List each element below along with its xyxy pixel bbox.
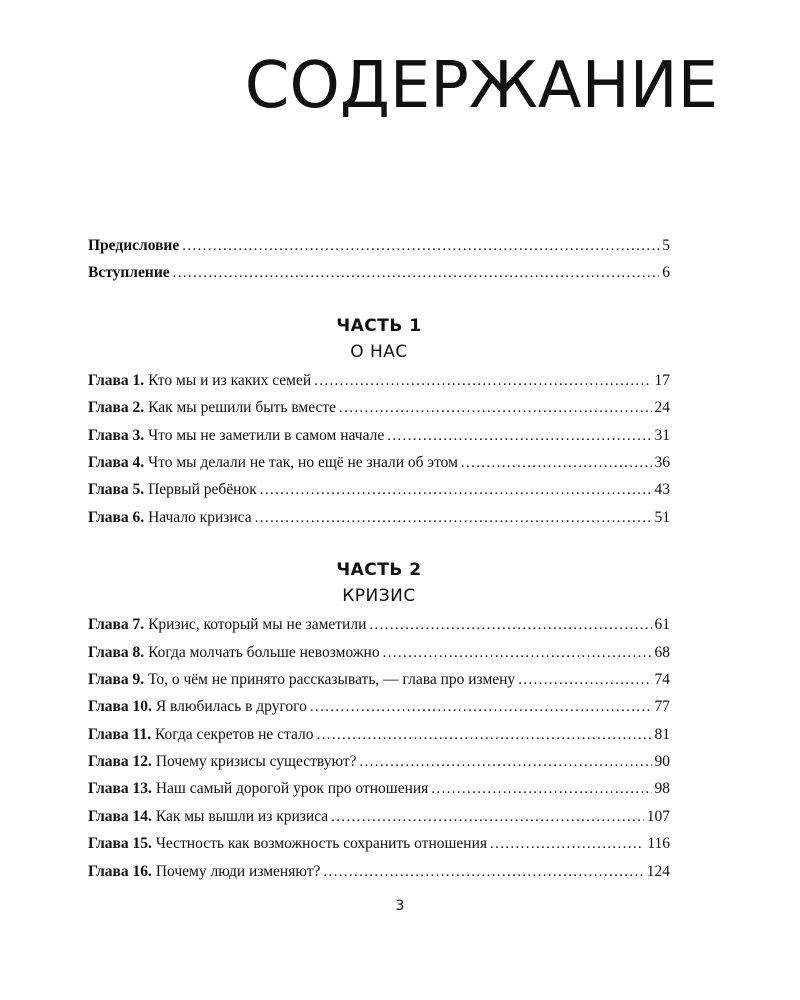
- dot-leader: [173, 265, 660, 282]
- part-number: ЧАСТЬ 2: [336, 560, 422, 581]
- dot-leader: [260, 482, 652, 499]
- page-ref: 36: [654, 453, 670, 471]
- toc-entry-chapter[interactable]: [88, 780, 670, 807]
- toc-entry-chapter[interactable]: [88, 399, 670, 426]
- toc-entry-chapter[interactable]: [88, 726, 670, 753]
- page-ref: 107: [646, 807, 670, 825]
- dot-leader: [461, 455, 652, 472]
- page-ref: 98: [654, 780, 670, 798]
- chapter-title: Как мы вышли из кризиса: [155, 807, 329, 825]
- chapter-label: Глава 5.: [88, 481, 145, 499]
- chapter-label: Глава 14.: [88, 807, 152, 825]
- table-of-contents: [88, 237, 670, 890]
- page-ref: 81: [654, 725, 670, 743]
- toc-entry-chapter[interactable]: [88, 671, 670, 698]
- dot-leader: [383, 645, 652, 662]
- dot-leader: [323, 864, 643, 881]
- part-number: ЧАСТЬ 1: [336, 315, 422, 336]
- page-ref: 61: [654, 616, 670, 634]
- dot-leader: [431, 781, 651, 798]
- chapter-title: Как мы решили быть вместе: [148, 399, 337, 417]
- chapter-title: Я влюбилась в другого: [155, 698, 307, 716]
- dot-leader: [518, 672, 651, 689]
- chapter-title: То, о чём не принято рассказывать, — глава про измену: [148, 670, 516, 688]
- page-ref: 17: [654, 371, 670, 389]
- chapter-label: Глава 12.: [88, 753, 152, 771]
- page-ref: 51: [654, 508, 670, 526]
- dot-leader: [490, 836, 644, 853]
- dot-leader: [255, 510, 652, 527]
- part-name: О НАС: [350, 341, 408, 362]
- toc-entry-preface[interactable]: [88, 237, 670, 264]
- chapter-title: Почему люди изменяют?: [155, 862, 321, 880]
- page-ref: 31: [654, 426, 670, 444]
- page-ref: 43: [654, 481, 670, 499]
- page-ref: 116: [647, 835, 670, 853]
- toc-entry-chapter[interactable]: [88, 509, 670, 536]
- chapter-label: Глава 4.: [88, 453, 145, 471]
- chapter-title: Кто мы и из каких семей: [148, 371, 312, 389]
- page-ref: 6: [662, 264, 670, 282]
- dot-leader: [387, 428, 651, 445]
- page-ref: 24: [654, 399, 670, 417]
- dot-leader: [359, 754, 651, 771]
- chapter-title: Кризис, который мы не заметили: [148, 616, 367, 634]
- part-heading: [88, 314, 670, 366]
- chapter-label: Глава 7.: [88, 616, 145, 634]
- toc-entry-chapter[interactable]: [88, 698, 670, 725]
- chapter-label: Глава 16.: [88, 862, 152, 880]
- chapter-title: Когда молчать больше невозможно: [148, 643, 380, 661]
- page-ref: 90: [654, 753, 670, 771]
- toc-entry-chapter[interactable]: [88, 808, 670, 835]
- dot-leader: [314, 373, 651, 390]
- chapter-title: Почему кризисы существуют?: [155, 753, 357, 771]
- chapter-title: Наш самый дорогой урок про отношения: [155, 780, 429, 798]
- page-ref: 5: [662, 237, 670, 254]
- toc-entry-chapter[interactable]: [88, 863, 670, 890]
- part-name: КРИЗИС: [342, 586, 416, 607]
- dot-leader: [182, 238, 659, 255]
- chapter-title: Что мы делали не так, но ещё не знали об этом: [148, 453, 458, 471]
- chapter-label: Глава 8.: [88, 643, 145, 661]
- chapter-label: Глава 9.: [88, 670, 145, 688]
- dot-leader: [339, 400, 651, 417]
- chapter-title: Когда секретов не стало: [154, 725, 314, 743]
- chapter-label: Глава 3.: [88, 426, 145, 444]
- chapter-list: [88, 616, 670, 890]
- part-heading: [88, 558, 670, 610]
- page-number: 3: [395, 898, 405, 914]
- chapter-list: [88, 372, 670, 536]
- chapter-label: Глава 15.: [88, 835, 152, 853]
- chapter-title: Что мы не заметили в самом начале: [148, 426, 385, 444]
- toc-entry-chapter[interactable]: [88, 644, 670, 671]
- page-title: СОДЕРЖАНИЕ: [244, 49, 718, 123]
- page-ref: 77: [654, 698, 670, 716]
- chapter-label: Глава 11.: [88, 725, 152, 743]
- chapter-label: Глава 6.: [88, 508, 145, 526]
- page-ref: 124: [646, 862, 670, 880]
- dot-leader: [331, 809, 644, 826]
- entry-title: Вступление: [88, 264, 170, 282]
- page-ref: 74: [654, 670, 670, 688]
- chapter-label: Глава 1.: [88, 371, 145, 389]
- toc-entry-chapter[interactable]: [88, 481, 670, 508]
- toc-entry-chapter[interactable]: [88, 753, 670, 780]
- toc-entry-chapter[interactable]: [88, 835, 670, 862]
- chapter-title: Начало кризиса: [148, 508, 252, 526]
- chapter-title: Первый ребёнок: [148, 481, 257, 499]
- dot-leader: [369, 617, 651, 634]
- toc-entry-chapter[interactable]: [88, 616, 670, 643]
- chapter-label: Глава 2.: [88, 399, 145, 417]
- toc-entry-chapter[interactable]: [88, 427, 670, 454]
- chapter-title: Честность как возможность сохранить отношения: [155, 835, 488, 853]
- dot-leader: [317, 727, 652, 744]
- page-ref: 68: [654, 643, 670, 661]
- entry-title: Предисловие: [88, 237, 180, 254]
- toc-entry-chapter[interactable]: [88, 454, 670, 481]
- chapter-label: Глава 13.: [88, 780, 152, 798]
- toc-entry-chapter[interactable]: [88, 372, 670, 399]
- dot-leader: [310, 699, 652, 716]
- chapter-label: Глава 10.: [88, 698, 152, 716]
- toc-entry-introduction[interactable]: [88, 264, 670, 291]
